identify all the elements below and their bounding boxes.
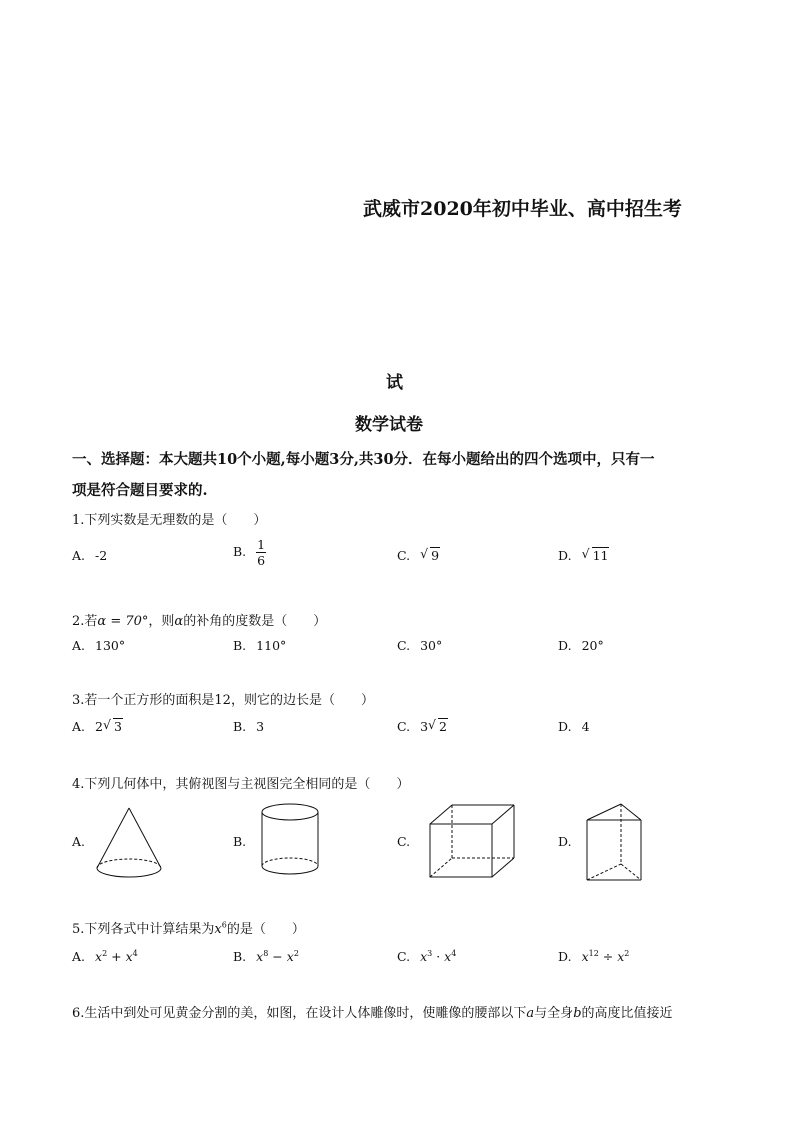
square-root: √ 3 xyxy=(102,717,122,734)
stem-text: 5.下列各式中计算结果为 xyxy=(72,922,215,937)
q2-option-a[interactable] xyxy=(72,638,125,653)
operator: − xyxy=(268,949,287,965)
base: x xyxy=(256,949,264,965)
exponent: 3 xyxy=(427,949,433,958)
option-label: B. xyxy=(233,949,247,965)
radicand: 9 xyxy=(431,548,440,563)
stem-exponent: 6 xyxy=(221,920,227,930)
option-label: A. xyxy=(72,719,86,734)
exponent: 12 xyxy=(588,949,599,958)
denominator: 6 xyxy=(257,553,266,568)
base: x xyxy=(444,949,452,965)
radicand: 2 xyxy=(439,719,447,734)
fraction xyxy=(256,537,266,568)
option-label: C. xyxy=(397,834,411,849)
q4-option-b[interactable] xyxy=(233,834,246,849)
stem-text: 的是（ ） xyxy=(226,922,305,937)
option-label: D. xyxy=(558,719,572,734)
q5-option-b[interactable] xyxy=(233,949,299,964)
q4-option-a[interactable] xyxy=(72,834,85,849)
question-3-stem: 3.若一个正方形的面积是12，则它的边长是（ ） xyxy=(72,693,374,708)
square-root: √ 9 xyxy=(420,546,440,563)
exam-title-cont: 试 xyxy=(386,373,403,393)
subject-title: 数学试卷 xyxy=(355,415,423,435)
exponent: 2 xyxy=(624,949,630,958)
question-2-stem xyxy=(72,610,326,629)
stem-math: α xyxy=(174,614,184,629)
cube-icon xyxy=(427,802,517,880)
stem-text: 与全身 xyxy=(534,1006,574,1021)
option-label: B. xyxy=(233,719,247,734)
variable: a xyxy=(526,1006,535,1021)
q1-option-c[interactable] xyxy=(397,548,440,563)
q4-option-d[interactable] xyxy=(558,834,572,849)
base: x xyxy=(617,949,625,965)
question-4-stem: 4.下列几何体中，其俯视图与主视图完全相同的是（ ） xyxy=(72,777,410,792)
q1-option-b[interactable] xyxy=(233,537,266,568)
stem-math: x xyxy=(214,922,222,937)
q5-option-c[interactable] xyxy=(397,949,456,964)
q2-option-d[interactable] xyxy=(558,638,604,653)
square-root: √ 11 xyxy=(581,546,609,563)
cylinder-icon xyxy=(258,802,322,878)
numerator: 1 xyxy=(257,537,266,552)
option-label: C. xyxy=(397,548,411,563)
base: x xyxy=(420,949,428,965)
cone-icon xyxy=(94,806,164,878)
q3-option-c[interactable] xyxy=(397,719,448,734)
section-heading: 一、选择题：本大题共10个小题,每小题3分,共30分．在每小题给出的四个选项中，只有一 xyxy=(72,451,655,468)
option-label: C. xyxy=(397,949,411,965)
stem-text: 6.生活中到处可见黄金分割的美，如图，在设计人体雕像时，使雕像的腰部以下 xyxy=(72,1006,527,1021)
option-label: C. xyxy=(397,719,411,734)
option-label: B. xyxy=(233,638,247,653)
option-label: D. xyxy=(558,834,572,849)
q3-option-a[interactable] xyxy=(72,719,123,734)
radicand: 11 xyxy=(592,548,609,563)
exponent: 4 xyxy=(451,949,457,958)
base: x xyxy=(286,949,294,965)
question-6-stem xyxy=(72,1002,673,1021)
q4-option-c[interactable] xyxy=(397,834,410,849)
coefficient: 2 xyxy=(95,719,103,734)
q2-option-c[interactable] xyxy=(397,638,442,653)
option-label: B. xyxy=(233,834,247,849)
exponent: 4 xyxy=(132,949,138,958)
option-label: A. xyxy=(72,949,86,965)
exponent: 8 xyxy=(263,949,269,958)
stem-text: 的高度比值接近 xyxy=(581,1006,673,1021)
option-value: 130° xyxy=(95,638,126,653)
q1-option-a[interactable] xyxy=(72,548,107,563)
q1-option-d[interactable] xyxy=(558,548,609,563)
base: x xyxy=(581,949,589,965)
operator: + xyxy=(107,949,126,965)
option-value: 30° xyxy=(420,638,443,653)
stem-text: 的补角的度数是（ ） xyxy=(183,614,327,629)
coefficient: 3 xyxy=(420,719,429,734)
option-label: B. xyxy=(233,544,247,559)
stem-math: α = 70° xyxy=(97,614,149,629)
triangular-prism-icon xyxy=(584,802,644,882)
operator: · xyxy=(432,949,445,965)
exam-title: 武威市2020年初中毕业、高中招生考 xyxy=(363,198,682,220)
option-label: A. xyxy=(72,638,86,653)
base: x xyxy=(95,949,103,965)
q5-option-a[interactable] xyxy=(72,949,138,964)
question-1-stem: 1.下列实数是无理数的是（ ） xyxy=(72,513,267,528)
option-label: A. xyxy=(72,834,86,849)
question-5-stem xyxy=(72,918,305,937)
base: x xyxy=(125,949,133,965)
option-value: 110° xyxy=(256,638,287,653)
q3-option-b[interactable] xyxy=(233,719,264,734)
radicand: 3 xyxy=(113,719,122,734)
option-value: 3 xyxy=(256,719,265,734)
option-label: D. xyxy=(558,548,572,563)
option-label: D. xyxy=(558,949,572,965)
option-value: -2 xyxy=(95,548,108,563)
variable: b xyxy=(573,1006,582,1021)
q5-option-d[interactable] xyxy=(558,949,629,964)
stem-text: 2.若 xyxy=(72,614,98,629)
section-heading-cont: 项是符合题目要求的. xyxy=(72,482,208,499)
option-label: C. xyxy=(397,638,411,653)
stem-text: ，则 xyxy=(148,614,175,629)
q2-option-b[interactable] xyxy=(233,638,286,653)
exponent: 2 xyxy=(102,949,108,958)
option-value: 20° xyxy=(581,638,604,653)
q3-option-d[interactable] xyxy=(558,719,590,734)
square-root: √ 2 xyxy=(428,717,447,734)
option-label: D. xyxy=(558,638,572,653)
exponent: 2 xyxy=(293,949,299,958)
option-label: A. xyxy=(72,548,86,563)
operator: ÷ xyxy=(598,949,618,965)
option-value: 4 xyxy=(581,719,590,734)
